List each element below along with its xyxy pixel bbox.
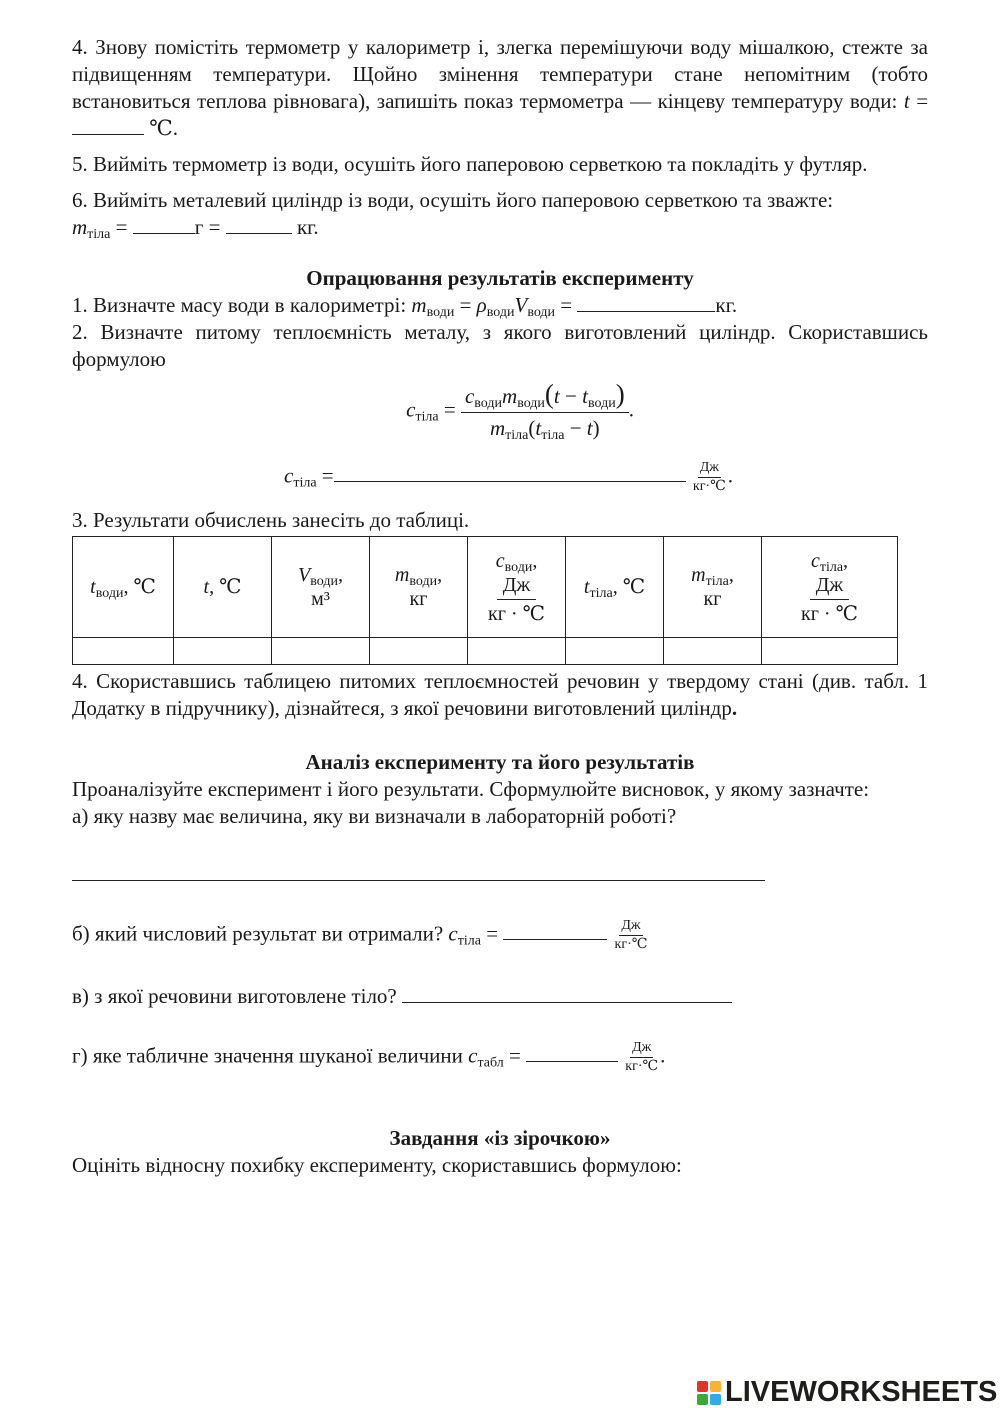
var-rho: ρ <box>476 293 487 317</box>
table-row <box>73 638 898 665</box>
col-unit: , ℃ <box>209 576 242 598</box>
answer-b-blank[interactable] <box>503 921 607 940</box>
kg-unit: кг. <box>296 215 319 239</box>
processing-item-2: 2. Визначте питому теплоємність металу, з якого виготовлений циліндр. Скориставшись формулою <box>72 320 928 371</box>
sub-tila: тіла <box>705 574 729 589</box>
var-c: c <box>468 1043 478 1068</box>
sub-tila: тіла <box>87 227 111 242</box>
col-unit-fraction <box>482 573 551 626</box>
logo-square <box>697 1394 708 1405</box>
table-cell-input[interactable] <box>566 638 664 665</box>
var-m: m <box>411 293 427 317</box>
formula-fraction <box>461 381 629 442</box>
kg-unit: кг. <box>715 293 738 317</box>
question-b-text: б) який числовий результат ви отримали? <box>72 921 444 946</box>
sub-vody: води <box>426 305 455 320</box>
unit-j-per-kg-c <box>613 918 650 953</box>
period: . <box>727 463 734 488</box>
star-task-heading: Завдання «із зірочкою» <box>389 1126 611 1150</box>
var-m: m <box>72 215 88 239</box>
col-v-vody <box>272 537 370 638</box>
period: . <box>660 1043 666 1068</box>
var-c: c <box>495 549 505 572</box>
sub-vody: води <box>474 396 503 411</box>
var-t: t <box>583 576 590 598</box>
col-unit: , ℃ <box>123 576 156 598</box>
equals-sign: = <box>916 89 929 113</box>
unit-denominator: кг·℃ <box>692 479 726 494</box>
sub-tila: тіла <box>589 586 613 601</box>
question-d <box>72 1040 928 1075</box>
question-d-text: г) яке табличне значення шуканої величини <box>72 1043 463 1068</box>
step-4-text: 4. Знову помістіть термометр у калориметр і, злегка перемішуючи воду мішалкою, стежте за підвищенням температури. Щойно змінення температури стане непомітним (тобто встановиться теплова рівновага), запишіть показ термометра — кінцеву температуру води: <box>72 35 928 113</box>
var-t: t <box>553 384 560 408</box>
var-t: t <box>586 416 593 440</box>
sub-tila: тіла <box>415 409 439 425</box>
item-4-text: 4. Скориставшись таблицею питомих теплоємностей речовин у твердому стані (див. табл. 1 Додатку в підручнику), дізнайтеся, з якої речовини виготовлений циліндр <box>72 669 928 720</box>
specific-heat-result-blank[interactable] <box>334 463 686 482</box>
processing-item-4 <box>72 668 928 722</box>
col-unit: м³ <box>311 588 330 610</box>
unit-denominator: кг · ℃ <box>801 602 858 625</box>
logo-grid-icon <box>697 1381 721 1405</box>
item-1-text: 1. Визначте масу води в калориметрі: <box>72 293 407 317</box>
step-5: 5. Вийміть термометр із води, осушіть його паперовою серветкою та покладіть у футляр. <box>72 152 868 176</box>
equals-sign: = <box>560 293 573 317</box>
question-c-text: в) з якої речовини виготовлене тіло? <box>72 984 397 1008</box>
specific-heat-formula <box>72 381 928 442</box>
equals-sign: = <box>321 463 334 488</box>
unit-j-per-kg-c <box>691 460 728 495</box>
col-t <box>174 537 272 638</box>
body-mass-grams-blank[interactable] <box>133 215 195 234</box>
liveworksheets-logo[interactable] <box>697 1376 997 1409</box>
unit-numerator: Дж <box>497 573 536 600</box>
water-mass-blank[interactable] <box>577 293 715 312</box>
unit-denominator: кг · ℃ <box>488 602 545 625</box>
star-task-text: Оцініть відносну похибку експерименту, скориставшись формулою: <box>72 1153 682 1177</box>
answer-a-blank[interactable] <box>72 860 765 881</box>
var-t: t <box>582 384 588 408</box>
var-c: c <box>406 397 416 422</box>
grams-unit: г <box>194 215 204 239</box>
analysis-intro: Проаналізуйте експеримент і його результати. Сформулюйте висновок, у якому зазначте: <box>72 777 870 801</box>
equals-sign: = <box>486 921 499 946</box>
col-c-vody <box>468 537 566 638</box>
sub-tabl: табл <box>477 1055 504 1071</box>
equals-sign: = <box>208 215 221 239</box>
worksheet-page <box>72 34 928 1179</box>
var-m: m <box>490 416 506 440</box>
sub-tila: тіла <box>457 933 481 949</box>
answer-a-line-wrap <box>72 860 928 890</box>
sub-vody: води <box>504 559 533 575</box>
sub-tila: тіла <box>505 428 529 443</box>
table-cell-input[interactable] <box>468 638 566 665</box>
var-c: c <box>448 921 458 946</box>
col-unit-fraction <box>795 573 864 626</box>
table-header-row <box>73 537 898 638</box>
sub-vody: води <box>486 305 515 320</box>
sub-tila: тіла <box>541 428 565 443</box>
step-6-text: 6. Вийміть металевий циліндр із води, осушіть його паперовою серветкою та зважте: <box>72 188 834 212</box>
results-table <box>72 536 898 665</box>
unit-numerator: Дж <box>630 1040 653 1058</box>
equals-sign: = <box>459 293 472 317</box>
processing-heading: Опрацювання результатів експерименту <box>306 266 694 290</box>
var-m: m <box>502 384 518 408</box>
unit-numerator: Дж <box>810 573 849 600</box>
specific-heat-result-line <box>72 460 928 495</box>
table-cell-input[interactable] <box>664 638 762 665</box>
sub-vody: води <box>409 574 438 589</box>
sub-vody: води <box>587 396 616 411</box>
processing-item-1 <box>72 292 928 319</box>
logo-square <box>697 1381 708 1392</box>
minus-sign: − <box>569 416 582 440</box>
answer-d-blank[interactable] <box>526 1043 618 1062</box>
question-c <box>72 983 928 1010</box>
comma: , <box>532 549 538 572</box>
sub-tila: тіла <box>293 475 317 491</box>
body-mass-kg-blank[interactable] <box>226 215 292 234</box>
final-temperature-blank[interactable] <box>72 116 144 135</box>
formula-denominator <box>486 413 604 442</box>
sub-vody: води <box>310 574 338 589</box>
logo-text: LIVEWORKSHEETS <box>725 1376 998 1408</box>
question-b <box>72 918 928 953</box>
step-6 <box>72 187 928 241</box>
comma: , <box>843 549 849 572</box>
col-c-tila <box>762 537 898 638</box>
sub-vody: води <box>527 305 556 320</box>
comma: , <box>437 564 443 586</box>
var-m: m <box>691 564 706 586</box>
equals-sign: = <box>508 1043 521 1068</box>
var-t: t <box>90 576 96 598</box>
period: . <box>731 696 738 720</box>
paren: ( <box>544 379 554 409</box>
celsius-unit: ℃. <box>149 116 178 140</box>
step-4 <box>72 34 928 142</box>
col-m-vody <box>370 537 468 638</box>
processing-item-3: 3. Результати обчислень занесіть до таблиці. <box>72 508 470 532</box>
equals-sign: = <box>443 397 456 422</box>
unit-numerator: Дж <box>698 460 721 478</box>
logo-square <box>710 1394 721 1405</box>
col-t-vody <box>73 537 174 638</box>
table-cell-input[interactable] <box>370 638 468 665</box>
var-V: V <box>514 293 528 317</box>
comma: , <box>728 564 734 586</box>
logo-square <box>710 1381 721 1392</box>
table-cell-input[interactable] <box>272 638 370 665</box>
comma: , <box>337 564 343 586</box>
sub-vody: води <box>95 586 124 601</box>
minus-sign: − <box>565 384 577 408</box>
col-unit: кг <box>703 588 722 610</box>
col-t-tila <box>566 537 664 638</box>
table-cell-input[interactable] <box>762 638 898 665</box>
equals-sign: = <box>115 215 128 239</box>
sub-tila: тіла <box>819 559 844 575</box>
unit-denominator: кг·℃ <box>614 937 648 952</box>
var-c: c <box>810 549 820 572</box>
var-c: c <box>464 384 475 408</box>
paren: ( <box>528 416 536 440</box>
sub-vody: води <box>517 396 545 411</box>
unit-numerator: Дж <box>619 918 642 936</box>
col-unit: , ℃ <box>612 576 646 598</box>
period: . <box>628 397 634 422</box>
col-unit: кг <box>409 588 428 610</box>
var-t: t <box>203 576 210 598</box>
paren: ) <box>615 379 625 409</box>
var-t: t <box>903 89 910 113</box>
paren: ) <box>592 416 600 440</box>
var-m: m <box>394 564 410 586</box>
question-a: а) яку назву має величина, яку ви визначали в лабораторній роботі? <box>72 804 677 828</box>
var-t: t <box>535 416 542 440</box>
answer-c-blank[interactable] <box>402 984 732 1003</box>
var-V: V <box>298 564 311 586</box>
var-c: c <box>284 463 294 488</box>
analysis-heading: Аналіз експерименту та його результатів <box>305 750 695 774</box>
col-m-tila <box>664 537 762 638</box>
unit-j-per-kg-c <box>623 1040 660 1075</box>
formula-numerator <box>461 381 629 413</box>
table-cell-input[interactable] <box>73 638 174 665</box>
table-cell-input[interactable] <box>174 638 272 665</box>
unit-denominator: кг·℃ <box>625 1059 659 1074</box>
